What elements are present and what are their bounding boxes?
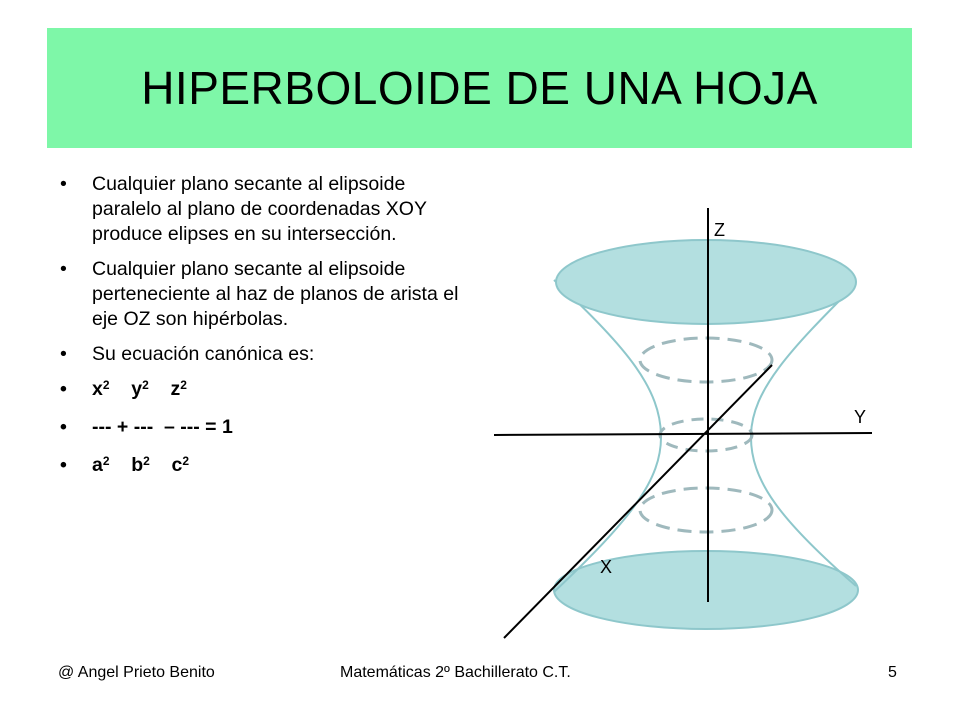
numerator-y: y — [131, 378, 143, 400]
exponent: 2 — [182, 454, 190, 468]
numerator-z: z — [170, 378, 181, 400]
formula-numerators — [60, 377, 480, 402]
footer-author: @ Angel Prieto Benito — [58, 664, 215, 681]
numerator-x: x — [92, 378, 103, 400]
y-axis — [494, 433, 872, 435]
exponent: 2 — [102, 378, 110, 392]
top-ellipse — [556, 240, 856, 324]
slide-title: HIPERBOLOIDE DE UNA HOJA — [141, 62, 818, 114]
denominator-a: a — [92, 454, 103, 476]
exponent: 2 — [143, 454, 150, 468]
exponent: 2 — [180, 378, 187, 392]
title-bar — [47, 28, 912, 148]
y-axis-label: Y — [854, 407, 867, 427]
bullet-item: • Su ecuación canónica es: — [60, 342, 480, 367]
formula-line: • --- + --- – --- = 1 — [60, 415, 480, 440]
formula-denominators — [60, 453, 480, 478]
right-hyperbola-profile — [751, 284, 856, 586]
bullet-item: • Cualquier plano secante al elipsoide paralelo al plano de coordenadas XOY produce elipses en su intersección. — [60, 172, 480, 247]
bullet-list — [60, 172, 480, 491]
footer-course: Matemáticas 2º Bachillerato C.T. — [340, 664, 571, 681]
exponent: 2 — [102, 454, 110, 468]
hyperboloid-diagram — [480, 200, 900, 650]
z-axis-label: Z — [714, 220, 725, 240]
exponent: 2 — [142, 378, 149, 392]
left-hyperbola-profile — [554, 280, 661, 592]
lower-dashed-ellipse — [640, 488, 772, 532]
upper-dashed-ellipse — [640, 338, 772, 382]
denominator-c: c — [171, 454, 183, 476]
x-axis-label: X — [600, 557, 613, 577]
denominator-b: b — [131, 454, 144, 476]
bullet-item: • Cualquier plano secante al elipsoide perteneciente al haz de planos de arista el eje OZ son hipérbolas. — [60, 257, 480, 332]
footer-page-number: 5 — [888, 664, 897, 681]
